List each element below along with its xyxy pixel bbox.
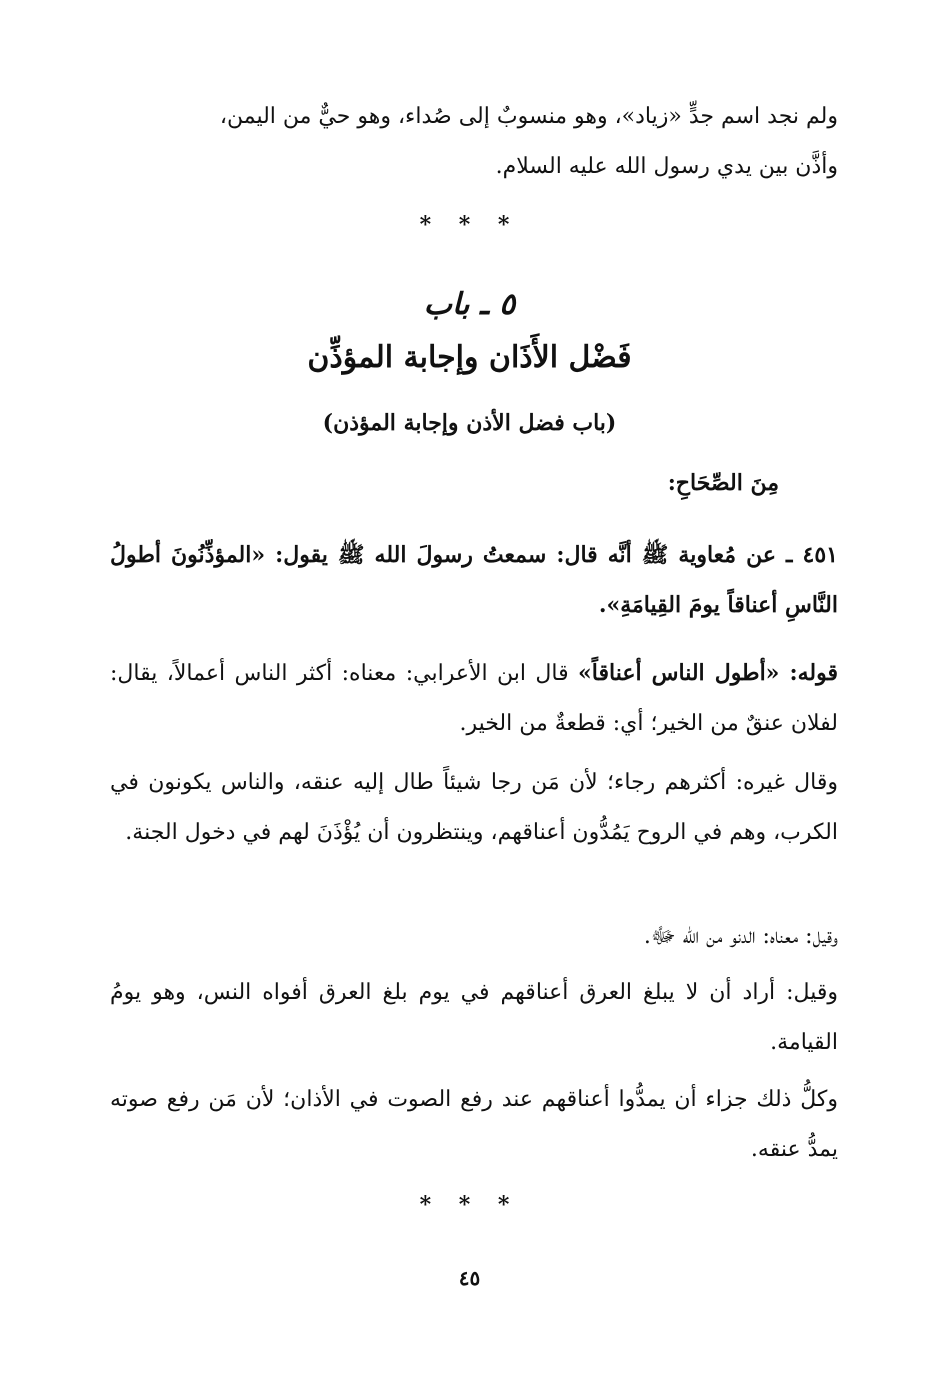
hadith-intro: ٤٥١ ـ عن مُعاوية ﷺ أنَّه قال: سمعتُ رسولَ الله ﷺ يقول: [275, 542, 838, 568]
commentary-paragraph-5: وكلُّ ذلك جزاء أن يمدُّوا أعناقهم عند رفع الصوت في الأذان؛ لأن مَن رفع صوته يمدُّ عنقه. [110, 1087, 838, 1162]
chapter-number: ٥ ـ باب [423, 287, 516, 322]
commentary-paragraph-4: وقيل: أراد أن لا يبلغ العرق أعناقهم في يوم بلغ العرق أفواه النس، وهو يومُ القيامة. [110, 980, 838, 1055]
commentary-lead: قوله: «أطول الناس أعناقاً» [578, 660, 838, 686]
commentary-paragraph-1 [110, 648, 838, 749]
separator-top: * * * [419, 212, 520, 238]
hadith-text: «المؤذِّنُونَ أطولُ النَّاسِ أعناقاً يومَ القِيامَةِ». [110, 542, 838, 618]
commentary-text: قال ابن الأعرابي: معناه: أكثر الناس أعمالاً، يقال: لفلان عنقٌ من الخير؛ أي: قطعةٌ من الخير. [110, 661, 838, 736]
page-number: ٤٥ [458, 1266, 481, 1290]
commentary-paragraph-3: وقيل: معناه: الدنو من الله ﷻ. [643, 924, 838, 949]
chapter-subtitle: (باب فضل الأذن وإجابة المؤذن) [322, 410, 617, 436]
intro-paragraph [110, 92, 838, 192]
hadith-paragraph [110, 530, 838, 630]
section-label: مِنَ الصِّحَاحِ: [667, 470, 779, 496]
chapter-title: فَضْل الأَذَان وإجابة المؤذِّن [307, 340, 632, 375]
intro-line-1: ولم نجد اسم جدٍّ «زياد»، وهو منسوبٌ إلى صُداء، وهو حيٌّ من اليمن، [219, 104, 838, 129]
commentary-paragraph-2: وقال غيره: أكثرهم رجاء؛ لأن مَن رجا شيئاً طال إليه عنقه، والناس يكونون في الكرب، وهم في الروح يَمُدُّون أعناقهم، وينتظرون أن يُؤْذَنَ لهم في دخول الجنة. [110, 770, 838, 845]
separator-bottom: * * * [419, 1192, 520, 1218]
intro-line-2: وأذَّن بين يدي رسول الله عليه السلام. [495, 154, 838, 179]
